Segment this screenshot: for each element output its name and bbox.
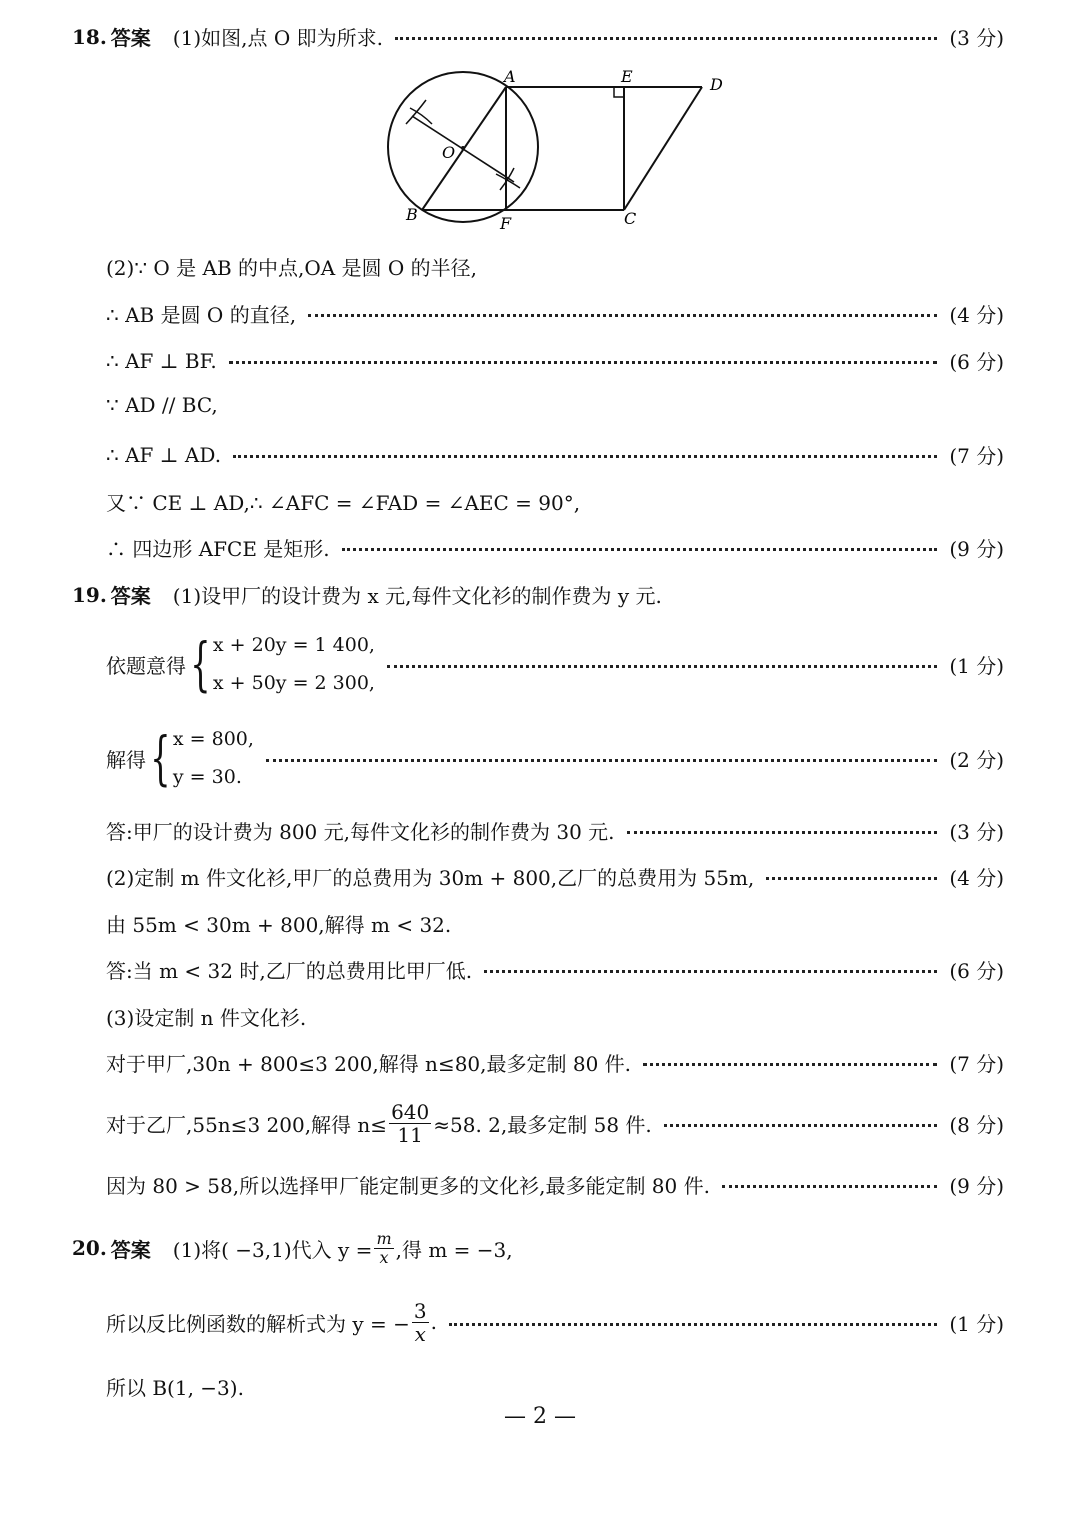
q18-line-3 [106, 299, 1004, 328]
dot-leader [342, 548, 938, 551]
point-o [461, 146, 465, 150]
dot-leader [722, 1185, 937, 1188]
arc-mark-4 [496, 174, 520, 188]
q19-line-10 [106, 1098, 1004, 1148]
answer-text: ∵ AD // BC, [106, 393, 218, 417]
answer-tag: 答案 [110, 26, 151, 50]
answer-text: 答:甲厂的设计费为 800 元,每件文化衫的制作费为 30 元. [106, 820, 615, 844]
answer-text: 对于甲厂,30n + 800≤3 200,解得 n≤80,最多定制 80 件. [106, 1052, 632, 1076]
q20-line-3 [106, 1372, 1004, 1401]
dot-leader [643, 1063, 937, 1066]
dot-leader [387, 665, 937, 668]
label-d: D [710, 75, 723, 94]
q18-line-5 [106, 393, 1004, 417]
fraction [374, 1230, 393, 1266]
q19-system-1 [106, 628, 1004, 700]
score: (7 分) [949, 1052, 1004, 1076]
score: (6 分) [949, 350, 1004, 374]
equation: x + 20y = 1 400, [212, 634, 375, 656]
equation: x + 50y = 2 300, [212, 672, 375, 694]
q20-line-2 [106, 1298, 1004, 1346]
label-f: F [500, 214, 512, 233]
score: (3 分) [949, 820, 1004, 844]
answer-text: . [430, 1310, 437, 1334]
question-number: 18. [72, 24, 107, 49]
dot-leader [449, 1323, 937, 1326]
numerator: m [376, 1228, 392, 1248]
dot-leader [308, 314, 937, 317]
equation-system [146, 724, 254, 792]
answer-text: 所以反比例函数的解析式为 y = − [106, 1311, 410, 1336]
equation: y = 30. [172, 766, 242, 788]
label-e: E [621, 67, 633, 86]
system-prefix: 依题意得 [106, 653, 186, 678]
q19-line-4 [106, 816, 1004, 845]
score: (9 分) [949, 537, 1004, 561]
answer-tag: 答案 [110, 584, 151, 608]
score: (4 分) [949, 303, 1004, 327]
answer-tag: 答案 [110, 1237, 151, 1262]
answer-text: 由 55m < 30m + 800,解得 m < 32. [106, 913, 452, 937]
denominator: x [379, 1247, 389, 1267]
q19-line-1 [72, 580, 1004, 609]
q18-line-1 [72, 22, 1004, 51]
score: (2 分) [949, 747, 1004, 772]
answer-text: 答:当 m < 32 时,乙厂的总费用比甲厂低. [106, 959, 473, 983]
q18-line-8 [106, 533, 1004, 562]
q19-line-7 [106, 955, 1004, 984]
answer-text: 所以 B(1, −3). [106, 1376, 244, 1400]
q19-line-8 [106, 1002, 1004, 1031]
answer-text: 对于乙厂,55n≤3 200,解得 n≤ [106, 1112, 388, 1137]
q19-line-11 [106, 1170, 1004, 1199]
q19-system-2 [106, 722, 1004, 794]
score: (9 分) [949, 1174, 1004, 1198]
question-number: 19. [72, 582, 107, 607]
answer-text: ∴ AF ⊥ AD. [106, 442, 222, 467]
score: (4 分) [949, 866, 1004, 890]
numerator: 3 [413, 1298, 427, 1323]
answer-text: ≈58. 2,最多定制 58 件. [433, 1112, 652, 1137]
dot-leader [664, 1124, 938, 1127]
dot-leader [229, 361, 938, 364]
segment-dc [624, 87, 702, 210]
brace-icon: { [190, 630, 211, 698]
q18-line-7 [106, 487, 1004, 516]
brace-icon: { [150, 724, 171, 792]
denominator: x [414, 1321, 426, 1346]
page-number: — 2 — [504, 1404, 576, 1429]
equation-system [186, 630, 375, 698]
answer-text: ,得 m = −3, [395, 1237, 513, 1262]
answer-text: (1)设甲厂的设计费为 x 元,每件文化衫的制作费为 y 元. [172, 584, 662, 608]
question-number: 20. [72, 1236, 107, 1260]
right-angle-mark [614, 87, 624, 97]
answer-text: (3)设定制 n 件文化衫. [106, 1006, 307, 1030]
dot-leader [627, 831, 938, 834]
q19-line-5 [106, 862, 1004, 891]
score: (3 分) [949, 26, 1004, 50]
score: (1 分) [949, 1311, 1004, 1336]
dot-leader [766, 877, 937, 880]
answer-text: 因为 80 > 58,所以选择甲厂能定制更多的文化衫,最多能定制 80 件. [106, 1174, 710, 1198]
answer-text: (1)如图,点 O 即为所求. [172, 26, 383, 50]
q18-line-2 [106, 252, 1004, 281]
fraction [389, 1101, 431, 1146]
denominator: 11 [397, 1122, 423, 1147]
label-o: O [442, 143, 456, 162]
dot-leader [484, 970, 937, 973]
fraction [412, 1300, 429, 1345]
answer-text: 又∵ CE ⊥ AD,∴ ∠AFC = ∠FAD = ∠AEC = 90°, [106, 491, 581, 515]
q18-line-4 [106, 346, 1004, 375]
dot-leader [266, 759, 937, 762]
label-c: C [624, 209, 637, 228]
answer-text: ∴ AF ⊥ BF. [106, 348, 217, 373]
dot-leader [233, 455, 937, 458]
q19-line-9 [106, 1048, 1004, 1077]
score: (7 分) [949, 444, 1004, 468]
geometry-figure [380, 62, 740, 234]
answer-text: (2)定制 m 件文化衫,甲厂的总费用为 30m + 800,乙厂的总费用为 55m, [106, 866, 755, 890]
system-prefix: 解得 [106, 747, 146, 772]
score: (1 分) [949, 653, 1004, 678]
dot-leader [395, 37, 937, 40]
label-a: A [504, 67, 516, 86]
numerator: 640 [391, 1099, 430, 1124]
answer-text: ∴ AB 是圆 O 的直径, [106, 303, 297, 327]
score: (6 分) [949, 959, 1004, 983]
answer-text: ∴ 四边形 AFCE 是矩形. [106, 537, 330, 561]
q19-line-6 [106, 909, 1004, 938]
answer-text: (1)将( −3,1)代入 y = [172, 1237, 373, 1262]
q20-line-1 [72, 1226, 1004, 1270]
label-b: B [406, 205, 418, 224]
score: (8 分) [949, 1112, 1004, 1137]
answer-text: (2)∵ O 是 AB 的中点,OA 是圆 O 的半径, [106, 256, 478, 280]
equation: x = 800, [172, 728, 254, 750]
q18-line-6 [106, 440, 1004, 469]
